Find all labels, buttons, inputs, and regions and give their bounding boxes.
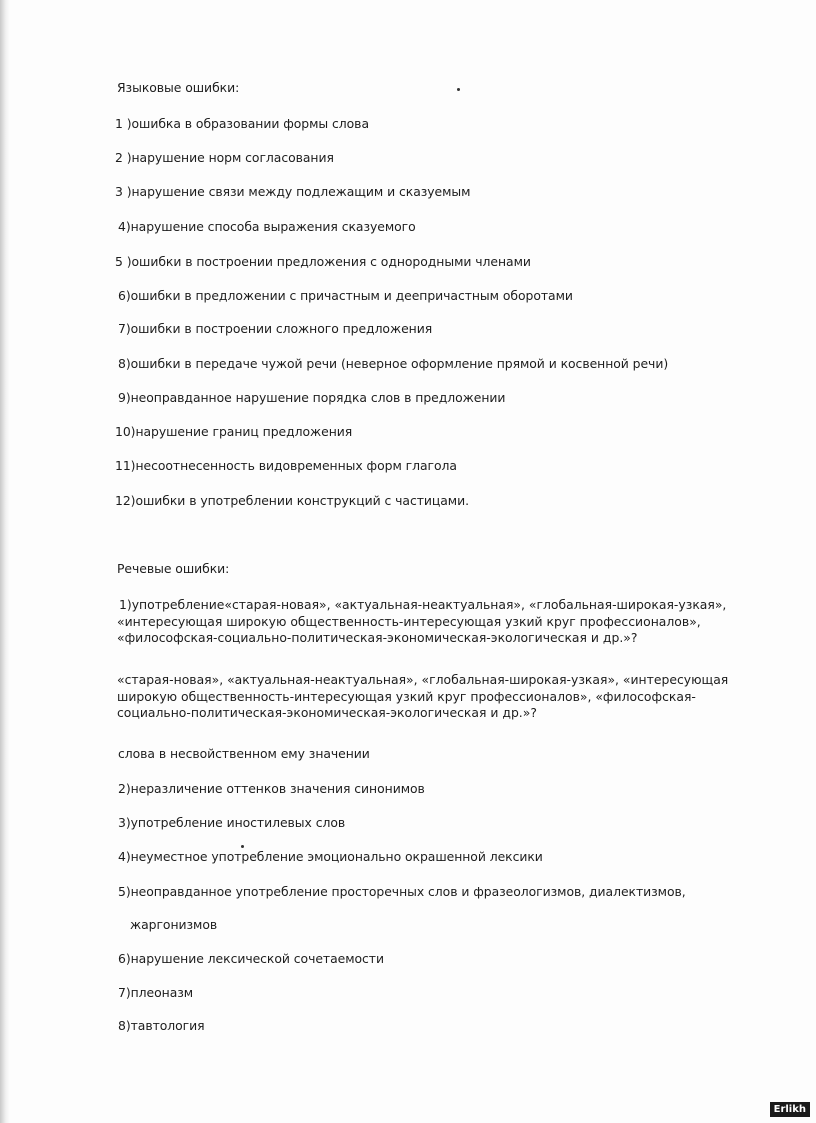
speech-error-repeat-paragraph: «старая-новая», «актуальная-неактуальная», «глобальная-широкая-узкая», «интересующая широкую общественность-интересующая узкий круг профессионалов», «философская-социально-политическая-экономическая-экологическая и др.»? bbox=[117, 672, 729, 720]
language-error-item-11: 11)несоотнесенность видовременных форм глагола bbox=[115, 458, 457, 473]
language-error-item-12: 12)ошибки в употреблении конструкций с частицами. bbox=[115, 493, 469, 508]
language-error-item-3: 3 )нарушение связи между подлежащим и сказуемым bbox=[115, 184, 471, 199]
speech-error-item-7: 7)плеоназм bbox=[118, 985, 194, 1000]
speech-error-item-8: 8)тавтология bbox=[118, 1018, 205, 1033]
language-error-item-5: 5 )ошибки в построении предложения с однородными членами bbox=[115, 254, 531, 269]
speech-error-item-2: 2)неразличение оттенков значения синонимов bbox=[118, 781, 425, 796]
language-error-item-10: 10)нарушение границ предложения bbox=[115, 424, 353, 439]
scan-edge-shadow bbox=[0, 0, 10, 1123]
language-error-item-8: 8)ошибки в передаче чужой речи (неверное оформление прямой и косвенной речи) bbox=[118, 356, 669, 371]
speech-error-item-6: 6)нарушение лексической сочетаемости bbox=[118, 951, 384, 966]
scan-speck bbox=[241, 845, 244, 848]
speech-error-item-4: 4)неуместное употребление эмоционально окрашенной лексики bbox=[118, 849, 543, 864]
speech-error-item-5-line-1: 5)неоправданное употребление просторечных слов и фразеологизмов, диалектизмов, bbox=[118, 884, 686, 899]
speech-error-item-1: 1)употребление«старая-новая», «актуальная-неактуальная», «глобальная-широкая-узкая», «интересующая широкую общественность-интересующая узкий круг профессионалов», «философская-социально-политическая-экономическая-экологическая и др.»? bbox=[117, 597, 727, 645]
speech-error-continuation: слова в несвойственном ему значении bbox=[118, 746, 370, 761]
speech-error-item-3: 3)употребление иностилевых слов bbox=[118, 815, 346, 830]
language-error-item-1: 1 )ошибка в образовании формы слова bbox=[115, 116, 369, 131]
language-error-item-9: 9)неоправданное нарушение порядка слов в предложении bbox=[118, 390, 506, 405]
scan-speck bbox=[457, 88, 460, 91]
watermark: Erlikh bbox=[770, 1102, 810, 1117]
language-error-item-6: 6)ошибки в предложении с причастным и деепричастным оборотами bbox=[118, 288, 573, 303]
language-error-item-2: 2 )нарушение норм согласования bbox=[115, 150, 334, 165]
language-errors-heading: Языковые ошибки: bbox=[117, 80, 240, 95]
language-error-item-4: 4)нарушение способа выражения сказуемого bbox=[118, 219, 416, 234]
language-error-item-7: 7)ошибки в построении сложного предложения bbox=[118, 321, 433, 336]
speech-error-item-5-line-2: жаргонизмов bbox=[130, 917, 218, 932]
speech-errors-heading: Речевые ошибки: bbox=[117, 561, 230, 576]
